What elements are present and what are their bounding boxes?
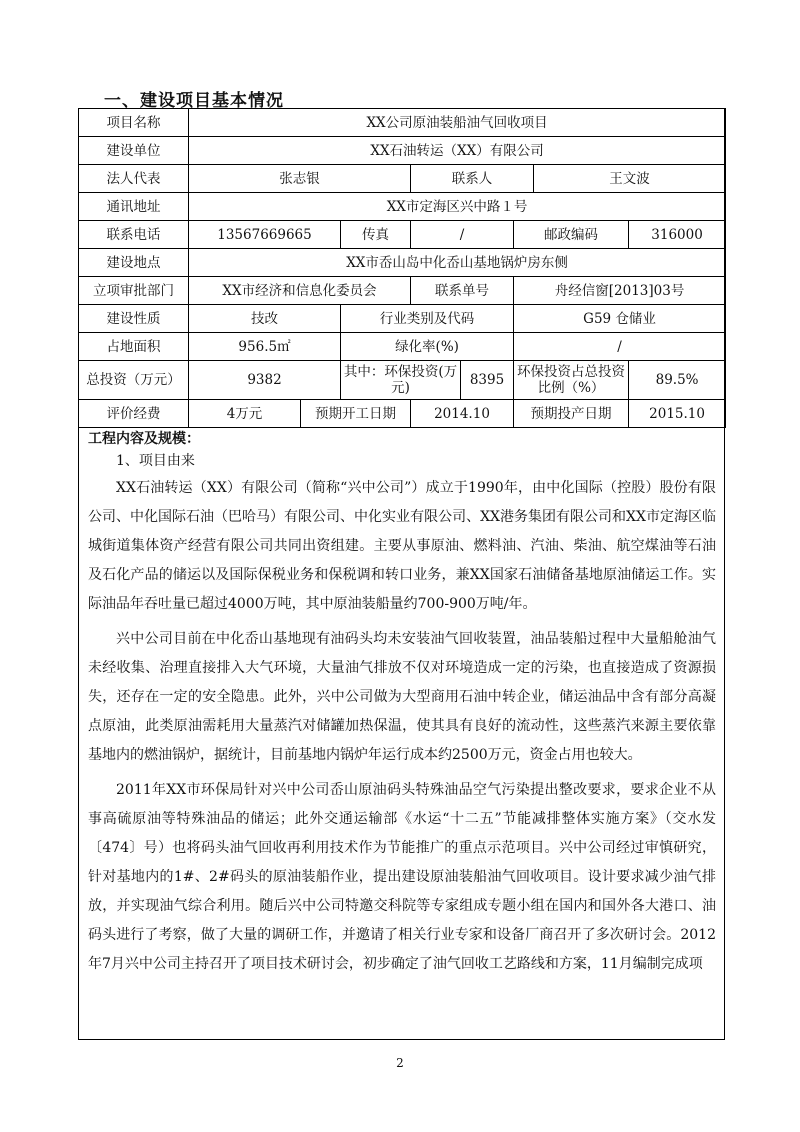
contact-value: 王文波 [534, 165, 726, 193]
site-label: 建设地点 [79, 249, 189, 277]
eval-fee-label: 评价经费 [79, 400, 189, 428]
legal-rep-label: 法人代表 [79, 165, 189, 193]
env-invest-label: 其中：环保投资(万元) [341, 361, 461, 400]
industry-value: G59 仓储业 [514, 305, 726, 333]
area-label: 占地面积 [79, 333, 189, 361]
nature-value: 技改 [189, 305, 341, 333]
invest-value: 9382 [189, 361, 341, 400]
start-date-value: 2014.10 [411, 400, 514, 428]
operate-date-label: 预期投产日期 [514, 400, 629, 428]
project-name-label: 项目名称 [79, 109, 189, 137]
start-date-label: 预期开工日期 [301, 400, 411, 428]
paragraph-1: XX石油转运（XX）有限公司（简称“兴中公司”）成立于1990年，由中化国际（控股）股份有限公司、中化国际石油（巴哈马）有限公司、中化实业有限公司、XX港务集团有限公司和XX市定海区临城街道集体资产经营有限公司共同出资组建。主要从事原油、燃料油、汽油、柴油、航空煤油等石油及石化产品的储运以及国际保税业务和保税调和转口业务，兼XX国家石油储备基地原油储运工作。实际油品年吞吐量已超过4000万吨，其中原油装船量约700-900万吨/年。 [88, 480, 716, 612]
invest-label: 总投资（万元） [79, 361, 189, 400]
section-title: 一、建设项目基本情况 [104, 91, 284, 111]
postcode-value: 316000 [629, 221, 726, 249]
builder-label: 建设单位 [79, 137, 189, 165]
eval-fee-value: 4万元 [189, 400, 301, 428]
approval-no-value: 舟经信窗[2013]03号 [514, 277, 726, 305]
page-number: 2 [396, 1056, 404, 1070]
content-section [88, 430, 716, 979]
fax-value: / [411, 221, 514, 249]
nature-label: 建设性质 [79, 305, 189, 333]
project-name-value: XX公司原油装船油气回收项目 [189, 109, 726, 137]
legal-rep-value: 张志银 [189, 165, 411, 193]
address-label: 通讯地址 [79, 193, 189, 221]
approval-dept-value: XX市经济和信息化委员会 [189, 277, 411, 305]
site-value: XX市岙山岛中化岙山基地锅炉房东侧 [189, 249, 726, 277]
env-invest-value: 8395 [461, 361, 514, 400]
industry-label: 行业类别及代码 [341, 305, 514, 333]
contact-label: 联系人 [411, 165, 534, 193]
project-info-table [78, 108, 726, 428]
paragraph-3: 2011年XX市环保局针对兴中公司岙山原油码头特殊油品空气污染提出整改要求，要求企业不从事高硫原油等特殊油品的储运；此外交通运输部《水运“十二五”节能减排整体实施方案》（交水发〔474〕号）也将码头油气回收再利用技术作为节能推广的重点示范项目。兴中公司经过审慎研究，针对基地内的1#、2#码头的原油装船作业，提出建设原油装船油气回收项目。设计要求减少油气排放，并实现油气综合利用。随后兴中公司特邀交科院等专家组成专题小组在国内和国外各大港口、油码头进行了考察，做了大量的调研工作，并邀请了相关行业专家和设备厂商召开了多次研讨会。2012年7月兴中公司主持召开了项目技术研讨会，初步确定了油气回收工艺路线和方案，11月编制完成项 [88, 782, 716, 972]
postcode-label: 邮政编码 [514, 221, 629, 249]
paragraph-2: 兴中公司目前在中化岙山基地现有油码头均未安装油气回收装置，油品装船过程中大量船舱油气未经收集、治理直接排入大气环境，大量油气排放不仅对环境造成一定的污染，也直接造成了资源损失，还存在一定的安全隐患。此外，兴中公司做为大型商用石油中转企业，储运油品中含有部分高凝点原油，此类原油需耗用大量蒸汽对储罐加热保温，使其具有良好的流动性，这些蒸汽来源主要依靠基地内的燃油锅炉，据统计，目前基地内锅炉年运行成本约2500万元，资金占用也较大。 [88, 631, 716, 763]
phone-value: 13567669665 [189, 221, 341, 249]
approval-dept-label: 立项审批部门 [79, 277, 189, 305]
env-ratio-value: 89.5% [629, 361, 726, 400]
address-value: XX市定海区兴中路１号 [189, 193, 726, 221]
operate-date-value: 2015.10 [629, 400, 726, 428]
builder-value: XX石油转运（XX）有限公司 [189, 137, 726, 165]
content-heading: 工程内容及规模： [88, 431, 200, 447]
content-subheading: 1、项目由来 [116, 453, 195, 469]
green-value: / [514, 333, 726, 361]
area-value: 956.5㎡ [189, 333, 341, 361]
fax-label: 传真 [341, 221, 411, 249]
phone-label: 联系电话 [79, 221, 189, 249]
approval-no-label: 联系单号 [411, 277, 514, 305]
green-label: 绿化率(%) [341, 333, 514, 361]
env-ratio-label: 环保投资占总投资比例（%） [514, 361, 629, 400]
